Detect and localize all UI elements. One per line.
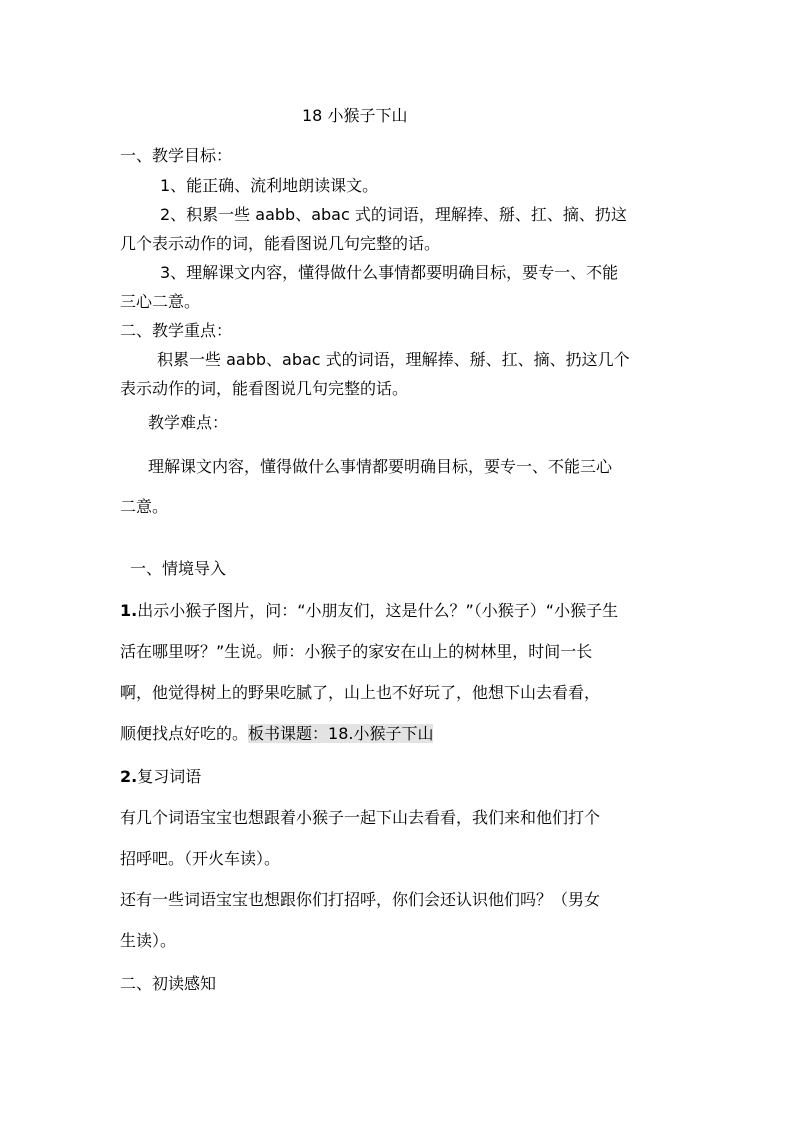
intro-step-2-text: 复习词语 (137, 767, 202, 786)
objective-1: 1、能正确、流利地朗读课文。 (160, 176, 379, 195)
objective-3-line-1: 3、理解课文内容，懂得做什么事情都要明确目标，要专一、不能 (160, 263, 619, 282)
objective-3-line-2: 三心二意。 (120, 292, 201, 311)
difficulty-line-1: 理解课文内容，懂得做什么事情都要明确目标，要专一、不能三心 (148, 457, 613, 476)
section-heading-key-points: 二、教学重点： (120, 321, 233, 340)
intro-step-1-text-end: 顺便找点好吃的。 (120, 724, 249, 743)
intro-step-1-line-4 (120, 724, 433, 744)
difficulty-heading: 教学难点： (148, 413, 229, 432)
objective-2-line-2: 几个表示动作的词，能看图说几句完整的话。 (120, 234, 441, 253)
intro-step-1-line-3: 啊，他觉得树上的野果吃腻了，山上也不好玩了，他想下山去看看， (120, 683, 601, 702)
board-title-highlight: 板书课题：18.小猴子下山 (248, 724, 434, 743)
intro-step-2-heading (120, 767, 201, 787)
difficulty-line-2: 二意。 (120, 497, 169, 516)
key-points-line-1: 积累一些 aabb、abac 式的词语，理解捧、掰、扛、摘、扔这几个 (157, 350, 630, 369)
step-number-2: 2. (120, 767, 138, 786)
objective-2-line-1: 2、积累一些 aabb、abac 式的词语，理解捧、掰、扛、摘、扔这 (160, 205, 627, 224)
section-heading-objectives: 一、教学目标： (120, 146, 233, 165)
step-number-1: 1. (120, 601, 138, 620)
section-heading-first-reading: 二、初读感知 (120, 974, 217, 993)
vocab-paragraph-1-line-2: 招呼吧。（开火车读）。 (120, 849, 281, 868)
vocab-paragraph-1-line-1: 有几个词语宝宝也想跟着小猴子一起下山去看看，我们来和他们打个 (120, 808, 601, 827)
page-title: 18 小猴子下山 (302, 106, 408, 125)
section-heading-intro: 一、情境导入 (130, 559, 227, 578)
vocab-paragraph-2-line-1: 还有一些词语宝宝也想跟你们打招呼，你们会还认识他们吗？（男女 (120, 890, 601, 909)
intro-step-1-line-1 (120, 601, 618, 621)
intro-step-1-text: 出示小猴子图片，问：“小朋友们，这是什么？”（小猴子）“小猴子生 (137, 601, 619, 620)
intro-step-1-line-2: 活在哪里呀？”生说。师：小猴子的家安在山上的树林里，时间一长 (120, 642, 593, 661)
key-points-line-2: 表示动作的词，能看图说几句完整的话。 (120, 379, 409, 398)
vocab-paragraph-2-line-2: 生读）。 (120, 931, 177, 950)
